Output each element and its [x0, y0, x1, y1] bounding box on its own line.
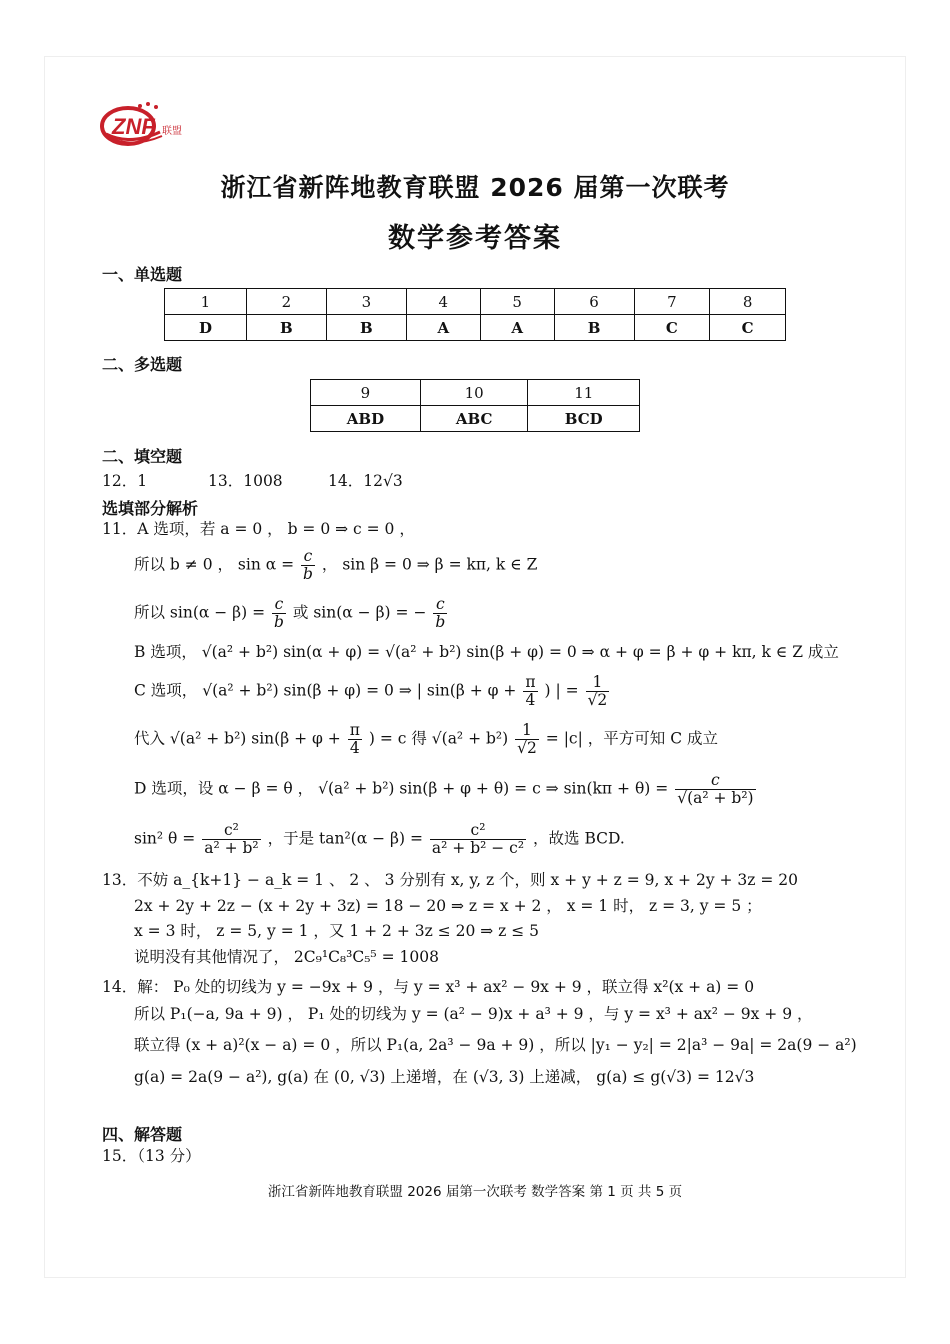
table-row — [165, 315, 786, 341]
svg-text:ZNF: ZNF — [112, 114, 155, 139]
text-run: D 选项，设 α − β = θ ， √(a² + b²) sin(β + φ + θ) = c ⇒ sin(kπ + θ) = — [134, 779, 669, 798]
numerator: c — [433, 596, 447, 614]
fraction — [301, 548, 315, 583]
table-cell: ABD — [311, 406, 421, 432]
table-cell: 11 — [528, 380, 640, 406]
numerator: c² — [430, 822, 526, 840]
text-run: ) = c 得 √(a² + b²) — [368, 729, 509, 748]
analysis-line — [134, 674, 611, 709]
denominator: b — [435, 613, 446, 632]
fraction — [348, 722, 362, 757]
section-fill-in-heading: 二、填空题 — [102, 447, 183, 466]
numerator: π — [525, 673, 536, 691]
table-cell: B — [246, 315, 326, 341]
denominator: b — [303, 565, 313, 584]
numerator: c² — [202, 822, 260, 840]
text-run: = |c| ，平方可知 C 成立 — [545, 729, 718, 748]
fraction — [515, 722, 539, 757]
q13-line: x = 3 时， z = 5, y = 1 ，又 1 + 2 + 3z ≤ 20 ⇒ z ≤ 5 — [134, 922, 540, 940]
denominator: √(a² + b²) — [677, 789, 754, 808]
denominator: 4 — [525, 691, 536, 710]
q15-heading: 15．（13 分） — [102, 1147, 201, 1165]
fraction — [586, 674, 610, 709]
q13-line: 2x + 2y + 2z − (x + 2y + 3z) = 18 − 20 ⇒ z = x + 2 ， x = 1 时， z = 3, y = 5 ； — [134, 897, 762, 915]
text-run: ，故选 BCD. — [533, 829, 625, 848]
table-cell: 9 — [311, 380, 421, 406]
analysis-line: B 选项， √(a² + b²) sin(α + φ) = √(a² + b²) sin(β + φ) = 0 ⇒ α + φ = β + φ + kπ, k ∈ Z 成立 — [134, 643, 839, 661]
table-cell: A — [406, 315, 480, 341]
text-run: C 选项， √(a² + b²) sin(β + φ) = 0 ⇒ | sin(β + φ + — [134, 681, 517, 700]
section-solutions-heading: 四、解答题 — [102, 1125, 183, 1144]
fraction — [430, 822, 526, 857]
answer-q12: 12．1 — [102, 472, 148, 490]
denominator: 4 — [349, 739, 360, 758]
analysis-line — [134, 822, 625, 857]
table-cell: ABC — [420, 406, 528, 432]
table-cell: 10 — [420, 380, 528, 406]
denominator: a² + b² — [204, 839, 259, 858]
numerator: 1 — [586, 674, 610, 692]
table-cell: BCD — [528, 406, 640, 432]
text-run: ， sin β = 0 ⇒ β = kπ, k ∈ Z — [321, 555, 538, 574]
analysis-line: 11．A 选项，若 a = 0 ， b = 0 ⇒ c = 0 ， — [102, 520, 415, 538]
fraction — [523, 674, 537, 709]
table-cell: 4 — [406, 289, 480, 315]
single-choice-table — [164, 288, 786, 341]
table-cell: 8 — [710, 289, 786, 315]
numerator: π — [349, 721, 360, 739]
table-cell: B — [326, 315, 406, 341]
fraction — [272, 596, 286, 631]
table-cell: 5 — [480, 289, 554, 315]
text-run: ，于是 tan²(α − β) = — [267, 829, 423, 848]
page-footer: 浙江省新阵地教育联盟 2026 届第一次联考 数学答案 第 1 页 共 5 页 — [267, 1184, 683, 1200]
fraction — [202, 822, 260, 857]
q14-line: 14．解： P₀ 处的切线为 y = −9x + 9 ，与 y = x³ + ax² − 9x + 9 ，联立得 x²(x + a) = 0 — [102, 978, 755, 996]
analysis-line — [134, 596, 449, 631]
answer-q13: 13．1008 — [208, 472, 283, 490]
table-cell: C — [634, 315, 710, 341]
answer-q14: 14．12√3 — [328, 472, 403, 490]
table-row — [165, 289, 786, 315]
table-cell: B — [554, 315, 634, 341]
multi-choice-table — [310, 379, 640, 432]
text-run: 所以 sin(α − β) = — [134, 603, 266, 622]
numerator: c — [272, 596, 286, 614]
denominator: √2 — [517, 739, 537, 758]
logo-icon — [100, 98, 190, 148]
q13-line: 说明没有其他情况了， 2C₉¹C₈³C₅⁵ = 1008 — [134, 948, 439, 966]
q14-line: g(a) = 2a(9 − a²), g(a) 在 (0, √3) 上递增，在 (√3, 3) 上递减， g(a) ≤ g(√3) = 12√3 — [134, 1068, 755, 1086]
numerator: 1 — [515, 722, 539, 740]
answer-title: 数学参考答案 — [388, 223, 562, 254]
table-row — [311, 380, 640, 406]
table-cell: 6 — [554, 289, 634, 315]
table-cell: 2 — [246, 289, 326, 315]
text-run: 所以 b ≠ 0 ， sin α = — [134, 555, 295, 574]
q14-line: 联立得 (x + a)²(x − a) = 0 ，所以 P₁(a, 2a³ − 9a + 9) ，所以 |y₁ − y₂| = 2|a³ − 9a| = 2a(9 − a²) — [134, 1036, 857, 1054]
analysis-line — [134, 722, 718, 757]
section-single-choice-heading: 一、单选题 — [102, 265, 183, 284]
text-run: sin² θ = — [134, 829, 196, 848]
exam-title: 浙江省新阵地教育联盟 2026 届第一次联考 — [220, 173, 730, 202]
fraction — [433, 596, 447, 631]
analysis-line — [134, 548, 537, 583]
denominator: a² + b² − c² — [431, 839, 525, 858]
text-run: ) | = — [544, 681, 579, 700]
section-multi-choice-heading: 二、多选题 — [102, 355, 183, 374]
denominator: √2 — [587, 691, 608, 710]
q14-line: 所以 P₁(−a, 9a + 9) ， P₁ 处的切线为 y = (a² − 9)x + a³ + 9 ，与 y = x³ + ax² − 9x + 9 ， — [134, 1005, 813, 1023]
denominator: b — [274, 613, 284, 632]
svg-text:联盟: 联盟 — [162, 126, 182, 137]
table-cell: 7 — [634, 289, 710, 315]
numerator: c — [675, 772, 755, 790]
table-cell: 3 — [326, 289, 406, 315]
table-cell: A — [480, 315, 554, 341]
q13-line: 13．不妨 a_{k+1} − a_k = 1 、 2 、 3 分别有 x, y, z 个，则 x + y + z = 9, x + 2y + 3z = 20 — [102, 871, 799, 889]
fraction — [675, 772, 755, 807]
table-cell: 1 — [165, 289, 247, 315]
text-run: 代入 √(a² + b²) sin(β + φ + — [134, 729, 341, 748]
analysis-line — [134, 772, 758, 807]
numerator: c — [301, 548, 315, 566]
table-cell: C — [710, 315, 786, 341]
analysis-heading: 选填部分解析 — [102, 499, 199, 518]
table-cell: D — [165, 315, 247, 341]
table-row — [311, 406, 640, 432]
text-run: 或 sin(α − β) = − — [292, 603, 427, 622]
